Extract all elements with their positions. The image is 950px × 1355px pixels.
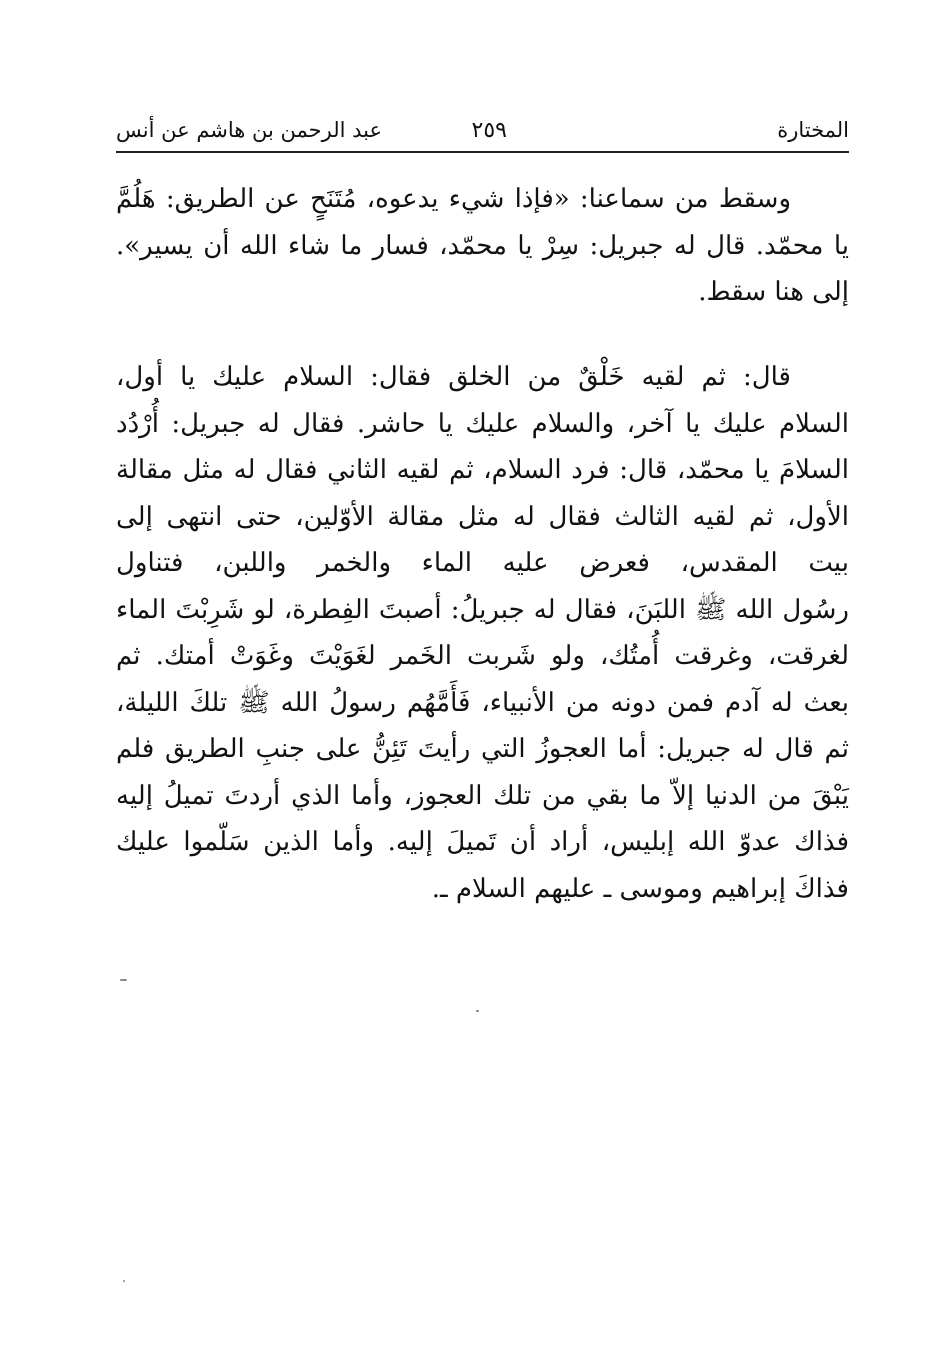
text-line: فذاكَ إبراهيم وموسى ـ عليهم السلام ـ. — [431, 873, 849, 904]
scan-speck — [120, 979, 127, 981]
text-line: ثم قال له جبريل: أما العجوزُ التي رأيتَ تَئِنُّ على جنبِ الطريق فلم — [116, 734, 849, 764]
text-line: رسُول الله ﷺ اللبَنَ، فقال له جبريلُ: أصبتَ الفِطرة، لو شَرِبْتَ الماء — [116, 594, 849, 625]
text-line: وسقط من سماعنا: «فإذا شيء يدعوه، مُتَنَحٍ عن الطريق: هَلُمَّ — [116, 184, 791, 214]
scan-speck — [476, 1010, 479, 1012]
paragraph-2 — [116, 354, 849, 912]
page-number: ٢٥٩ — [471, 118, 507, 143]
section-title: عبد الرحمن بن هاشم عن أنس — [116, 118, 383, 142]
text-line: لغرقت، وغرقت أُمتُك، ولو شَربت الخَمر لغَوَيْتَ وغَوَتْ أمتك. ثم — [116, 641, 849, 671]
paragraph-1 — [116, 176, 849, 316]
text-line: الأول، ثم لقيه الثالث فقال له مثل مقالة الأوّلين، حتى انتهى إلى — [116, 501, 849, 532]
text-line: يَبْقَ من الدنيا إلاّ ما بقي من تلك العجوز، وأما الذي أردتَ تميلُ إليه — [116, 780, 849, 811]
text-line: إلى هنا سقط. — [698, 277, 849, 307]
text-line: فذاك عدوّ الله إبليس، أراد أن تَميلَ إليه. وأما الذين سَلّموا عليك — [116, 827, 849, 857]
header-rule — [116, 151, 849, 153]
running-header — [116, 112, 849, 152]
text-line: السلام عليك يا آخر، والسلام عليك يا حاشر. فقال له جبريل: أُرْدُد — [116, 408, 849, 439]
text-line: السلامَ يا محمّد، قال: فرد السلام، ثم لقيه الثاني فقال له مثل مقالة — [116, 455, 849, 485]
text-line: قال: ثم لقيه خَلْقٌ من الخلق فقال: السلام عليك يا أول، — [116, 362, 791, 392]
text-line: بيت المقدس، فعرض عليه الماء والخمر واللبن، فتناول — [116, 548, 849, 578]
text-line: يا محمّد. قال له جبريل: سِرْ يا محمّد، فسار ما شاء الله أن يسير». — [116, 230, 849, 261]
scan-speck — [123, 1280, 125, 1282]
text-line: بعث له آدم فمن دونه من الأنبياء، فَأَمَّهُم رسولُ الله ﷺ تلكَ الليلة، — [116, 687, 849, 718]
book-title: المختارة — [777, 118, 849, 142]
